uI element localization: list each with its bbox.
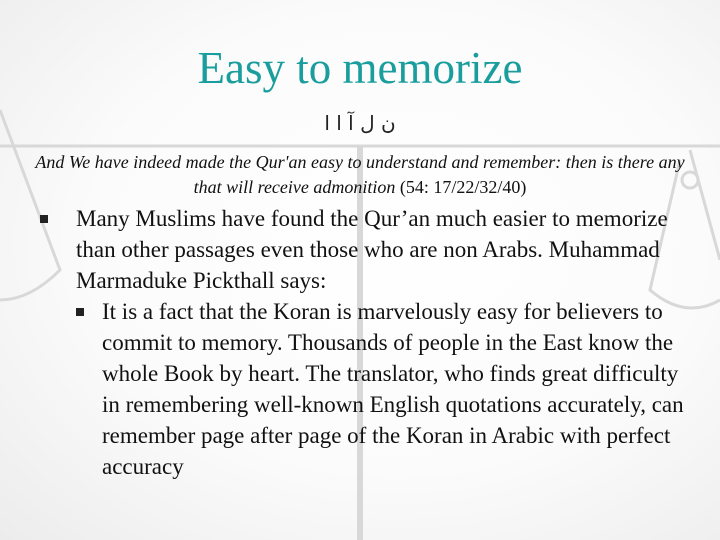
- quote-text: And We have indeed made the Qur'an easy to understand and remember: then is there any that will receive admonition: [35, 152, 685, 197]
- bullet-square-icon: [76, 308, 84, 316]
- bullet-square-icon: [40, 215, 48, 223]
- quran-quote: [30, 150, 690, 200]
- bullet-item: [40, 203, 700, 296]
- bullet-text: Many Muslims have found the Qur’an much easier to memorize than other passages even those who are non Arabs. Muhammad Marmaduke Pickthall says:: [76, 206, 668, 293]
- sub-bullet-text: It is a fact that the Koran is marvelously easy for believers to commit to memory. Thousands of people in the East know the whole Book by heart. The translator, who finds great difficulty in remembering well-known English quotations accurately, can remember page after page of the Koran in Arabic with perfect accuracy: [102, 299, 684, 479]
- slide-title: Easy to memorize: [197, 43, 523, 93]
- sub-bullet-item: [40, 296, 700, 482]
- arabic-verse: ن ل آ ا ا: [324, 111, 396, 135]
- bullet-list: [40, 203, 700, 482]
- quote-reference: (54: 17/22/32/40): [395, 177, 527, 197]
